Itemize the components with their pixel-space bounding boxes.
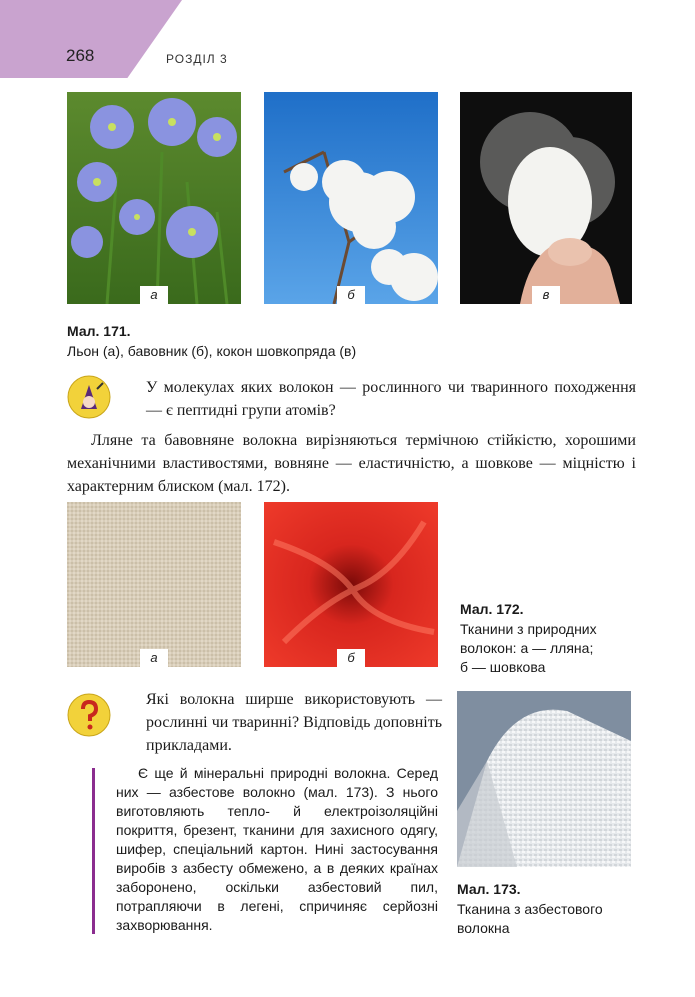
figure-171-label: Мал. 171. (67, 323, 131, 339)
header-band (0, 0, 182, 78)
figure-tag-v: в (532, 286, 560, 304)
figure-tag-a: а (140, 286, 168, 304)
figure-tag-b: б (337, 286, 365, 304)
section-label: РОЗДІЛ 3 (166, 52, 228, 66)
flax-photo (67, 92, 241, 304)
asbestos-fabric-photo (457, 691, 631, 867)
question-2-text: Які волокна ширше використовують — рослинні чи тваринні? Відповідь доповніть прикладами. (146, 691, 442, 754)
question-mark-icon (67, 693, 111, 737)
paragraph-1: Лляне та бавовняне волокна вирізняються термічною стійкістю, хорошими механічними властивостями, вовняне — еластичністю, а шовкове — міцністю і характерним блиском (мал. 172). (67, 432, 636, 495)
cotton-photo (264, 92, 438, 304)
note-text: Є ще й мінеральні природні волокна. Серед них — азбестове волокно (мал. 173). З нього виготовляють тепло- й електроізоляційні покриття, брезент, тканини для захисного одягу, шифер, спеціальний картон. Нині застосування виробів з азбесту обмежено, а в деяких країнах заборонено, оскільки азбестовий пил, потрапляючи в легені, спричиняє серйозні захворювання. (116, 765, 438, 933)
figure-172-label: Мал. 172. (460, 601, 524, 617)
note-bar (92, 768, 95, 934)
linen-photo (67, 502, 241, 667)
wizard-icon (67, 375, 111, 419)
cocoon-photo (460, 92, 632, 304)
figure-171-caption: Льон (а), бавовник (б), кокон шовкопряда (в) (67, 343, 357, 359)
figure-172-tag-a: а (140, 649, 168, 667)
figure-173-label: Мал. 173. (457, 881, 521, 897)
question-1-text: У молекулах яких волокон — рослинного чи тваринного походження — є пептидні групи атомів? (146, 379, 636, 419)
page-number: 268 (66, 46, 95, 65)
figure-172-caption: Тканини з природних волокон: а — лляна; б — шовкова (460, 621, 597, 675)
figure-172-tag-b: б (337, 649, 365, 667)
silk-photo (264, 502, 438, 667)
figure-173-caption: Тканина з азбестового волокна (457, 901, 603, 936)
